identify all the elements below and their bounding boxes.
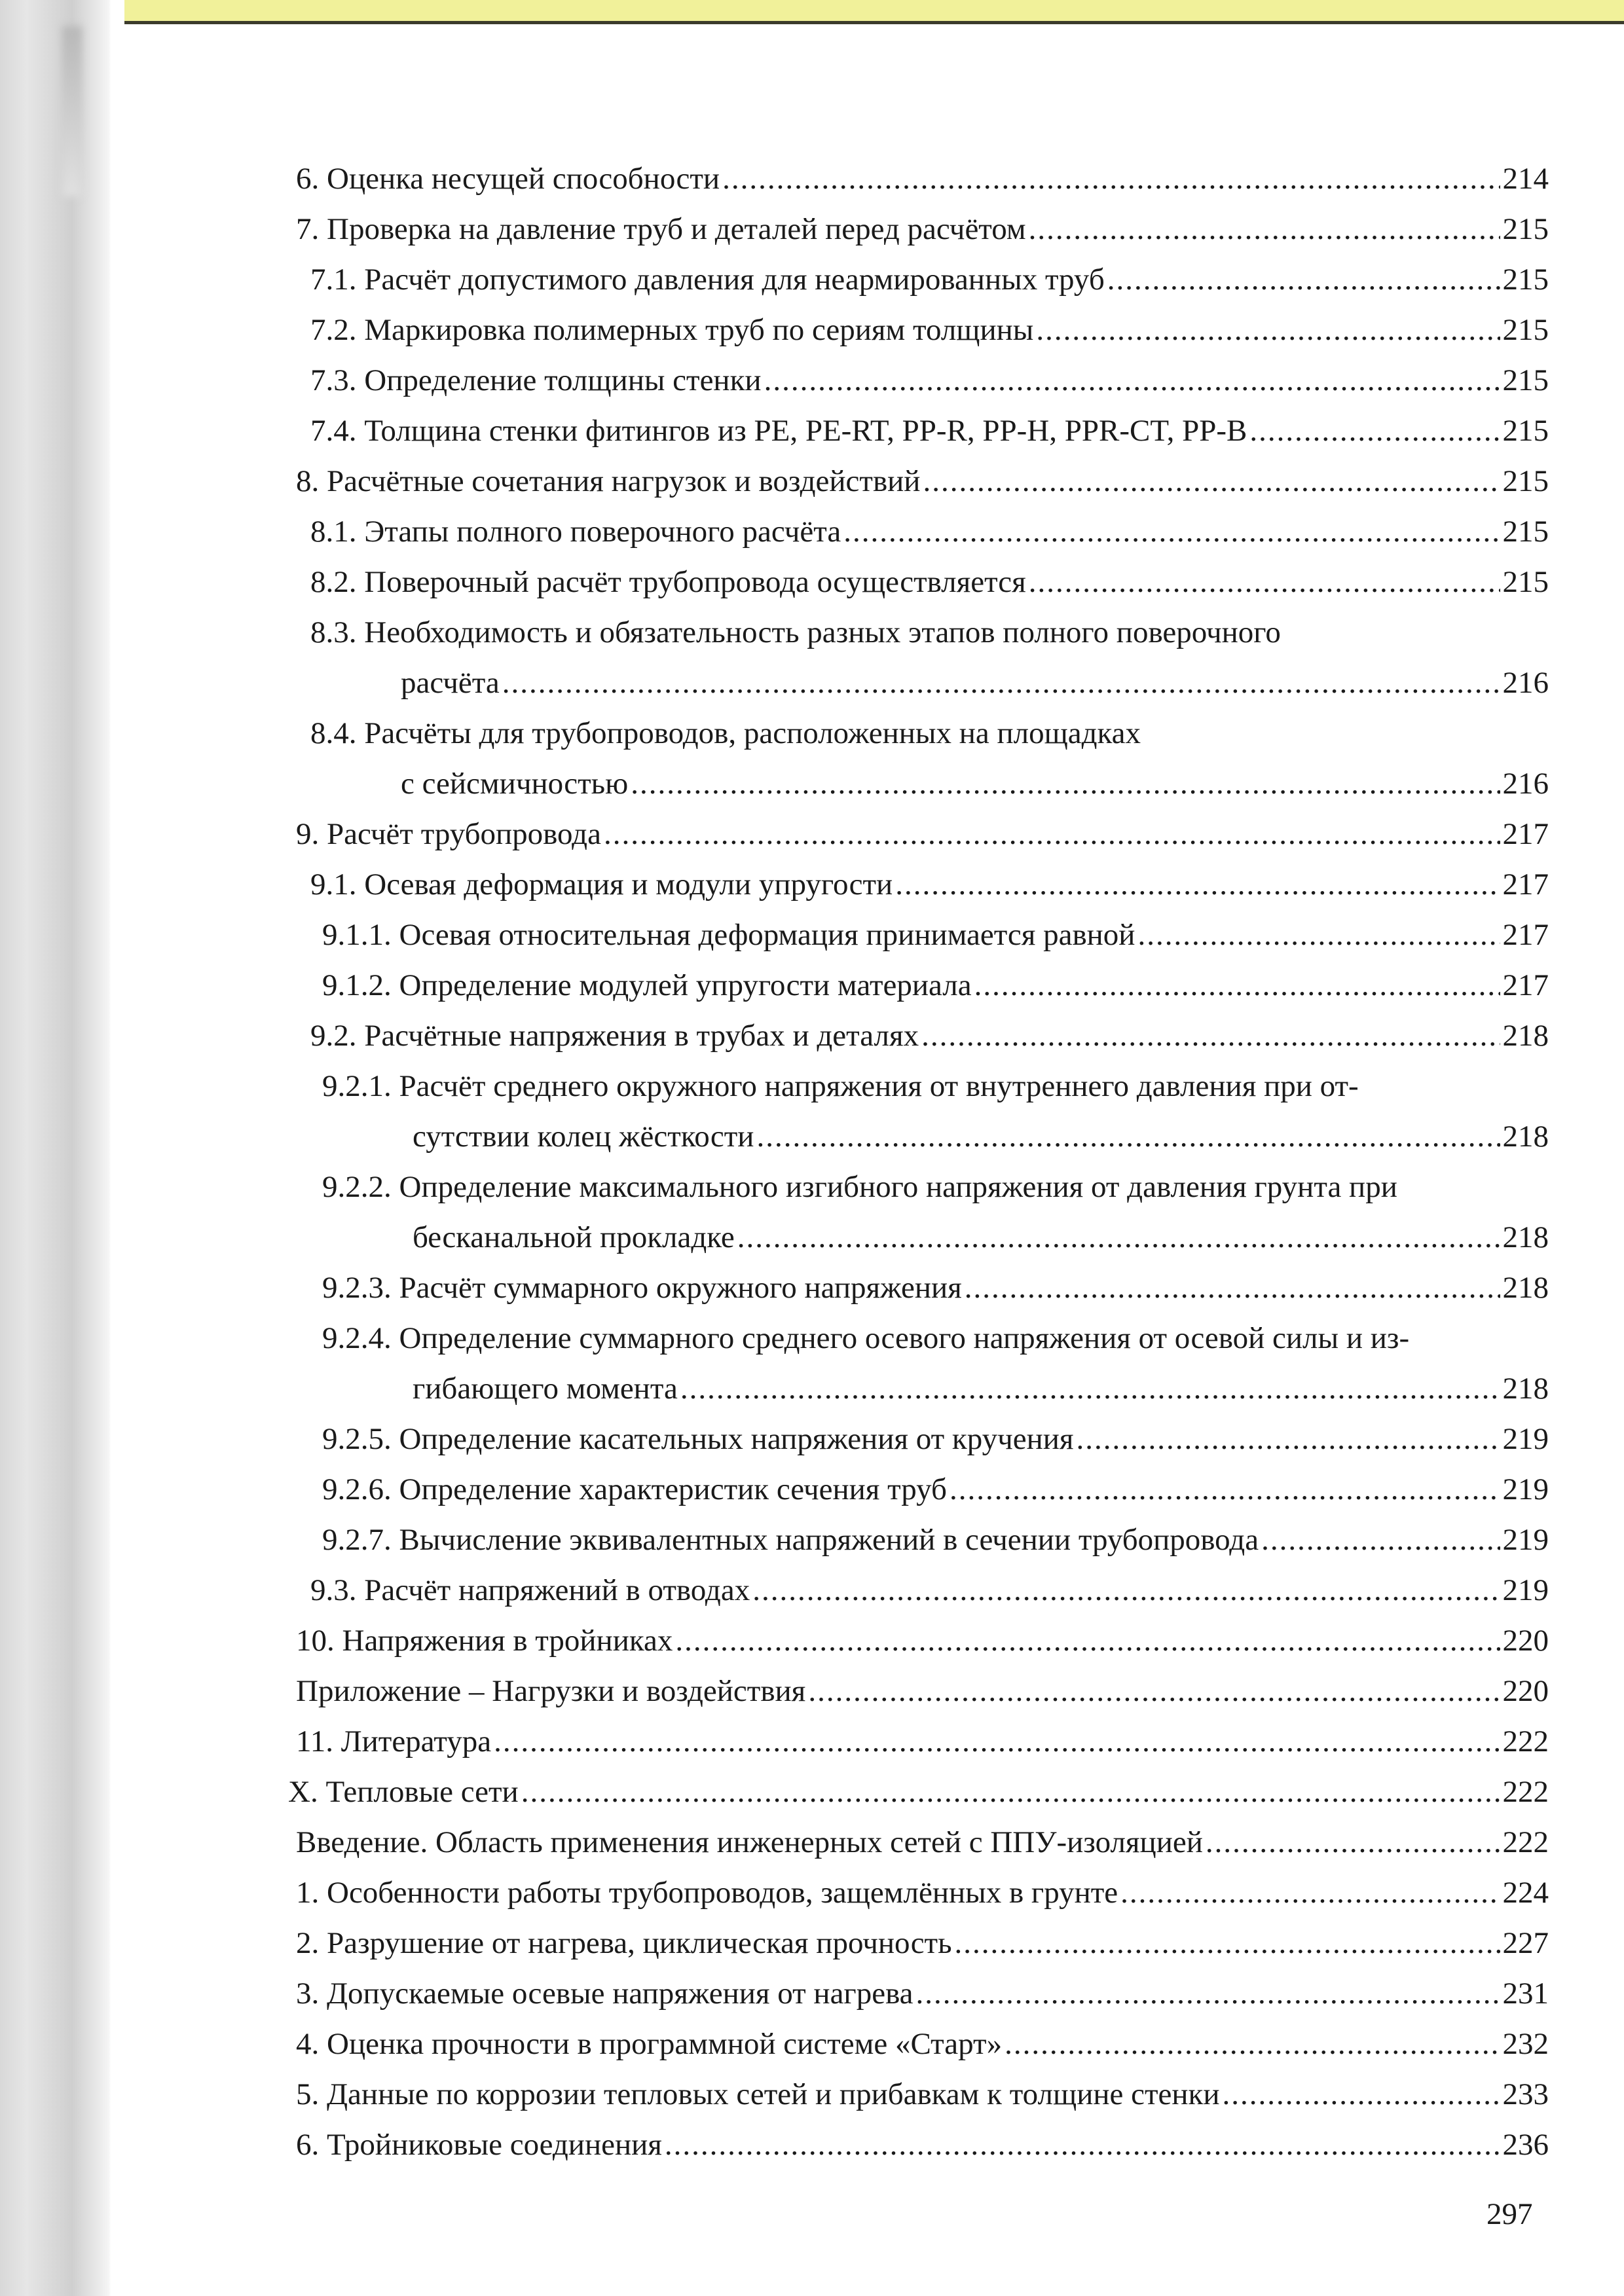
toc-page-number: 217 — [1502, 817, 1549, 851]
toc-entry[interactable] — [288, 910, 1549, 960]
toc-page-number: 218 — [1502, 1120, 1549, 1154]
toc-entry-title: 9.1.1. Осевая относительная деформация принимается равной — [322, 918, 1135, 952]
toc-entry-title: 6. Оценка несущей способности — [296, 162, 720, 196]
toc-entry[interactable] — [288, 1918, 1549, 1969]
dot-leader — [1223, 2069, 1500, 2120]
dot-leader — [1077, 1414, 1500, 1465]
toc-entry-title-continuation: с сейсмичностью — [401, 767, 629, 801]
toc-entry-title: 7.1. Расчёт допустимого давления для неармированных труб — [310, 263, 1105, 297]
dot-leader — [955, 1918, 1500, 1969]
dot-leader — [1107, 255, 1500, 305]
toc-page-number: 218 — [1502, 1271, 1549, 1305]
toc-page-number: 218 — [1502, 1019, 1549, 1053]
dot-leader — [895, 860, 1500, 910]
toc-entry-title: 11. Литература — [296, 1724, 492, 1758]
toc-page-number: 216 — [1502, 767, 1549, 801]
toc-page-number: 216 — [1502, 666, 1549, 700]
toc-entry[interactable] — [288, 1969, 1549, 2019]
toc-entry[interactable] — [288, 759, 1549, 809]
top-paper-strip — [124, 0, 1624, 24]
toc-entry-title: 8. Расчётные сочетания нагрузок и воздействий — [296, 464, 921, 498]
toc-entry-title: 9.1. Осевая деформация и модули упругости — [310, 867, 893, 902]
scan-shadow-edge — [0, 0, 111, 2296]
dot-leader — [950, 1465, 1500, 1515]
toc-page-number: 232 — [1502, 2027, 1549, 2061]
toc-entry-title: 9.2.4. Определение суммарного среднего осевого напряжения от осевой силы и из- — [322, 1321, 1410, 1355]
toc-page-number: 217 — [1502, 918, 1549, 952]
toc-entry[interactable] — [288, 1112, 1549, 1162]
toc-entry[interactable] — [288, 1414, 1549, 1465]
toc-entry[interactable] — [288, 1515, 1549, 1565]
dot-leader — [1029, 557, 1500, 608]
toc-entry-title: 9.2.7. Вычисление эквивалентных напряжений в сечении трубопровода — [322, 1523, 1259, 1557]
toc-entry-title: 9.2.5. Определение касательных напряжения от кручения — [322, 1422, 1074, 1456]
toc-page-number: 214 — [1502, 162, 1549, 196]
toc-entry[interactable] — [288, 1868, 1549, 1918]
toc-entry-heading-line — [288, 1061, 1549, 1112]
toc-page-number: 222 — [1502, 1724, 1549, 1758]
toc-entry-heading-line — [288, 708, 1549, 759]
dot-leader — [764, 355, 1500, 406]
dot-leader — [494, 1717, 1500, 1767]
toc-entry[interactable] — [288, 204, 1549, 255]
dot-leader — [1005, 2019, 1500, 2069]
dot-leader — [965, 1263, 1500, 1313]
toc-entry-title: Введение. Область применения инженерных сетей с ППУ-изоляцией — [296, 1825, 1203, 1859]
toc-entry-title: 8.2. Поверочный расчёт трубопровода осуществляется — [310, 565, 1026, 599]
toc-entry-title: 9.2.6. Определение характеристик сечения труб — [322, 1472, 947, 1506]
toc-entry-title: 9.2.2. Определение максимального изгибного напряжения от давления грунта при — [322, 1170, 1397, 1204]
toc-page-number: 215 — [1502, 212, 1549, 246]
toc-entry-title: X. Тепловые сети — [288, 1775, 519, 1809]
toc-page-number: 220 — [1502, 1674, 1549, 1708]
dot-leader — [1120, 1868, 1500, 1918]
toc-entry[interactable] — [288, 809, 1549, 860]
toc-entry-title: 8.3. Необходимость и обязательность разных этапов полного поверочного — [310, 615, 1281, 649]
toc-page-number: 222 — [1502, 1775, 1549, 1809]
toc-entry[interactable] — [288, 1465, 1549, 1515]
toc-page-number: 215 — [1502, 263, 1549, 297]
toc-page-number: 217 — [1502, 867, 1549, 902]
toc-entry[interactable] — [288, 456, 1549, 507]
toc-entry-title: 4. Оценка прочности в программной системе «Старт» — [296, 2027, 1003, 2061]
toc-page-number: 217 — [1502, 968, 1549, 1002]
dot-leader — [1137, 910, 1500, 960]
dot-leader — [843, 507, 1500, 557]
toc-page-number: 219 — [1502, 1573, 1549, 1607]
toc-entry[interactable] — [288, 658, 1549, 708]
toc-entry[interactable] — [288, 1565, 1549, 1616]
dot-leader — [921, 1011, 1500, 1061]
toc-entry[interactable] — [288, 507, 1549, 557]
toc-page-number: 219 — [1502, 1472, 1549, 1506]
dot-leader — [1206, 1817, 1500, 1868]
toc-entry-title: 7.2. Маркировка полимерных труб по сериям толщины — [310, 313, 1034, 347]
toc-page-number: 224 — [1502, 1876, 1549, 1910]
dot-leader — [502, 658, 1500, 708]
dot-leader — [752, 1565, 1500, 1616]
toc-page-number: 233 — [1502, 2077, 1549, 2111]
toc-entry[interactable] — [288, 1212, 1549, 1263]
toc-entry[interactable] — [288, 1817, 1549, 1868]
toc-page-number: 215 — [1502, 414, 1549, 448]
toc-page-number: 215 — [1502, 363, 1549, 397]
toc-entry-title-continuation: сутствии колец жёсткости — [413, 1120, 754, 1154]
toc-entry[interactable] — [288, 255, 1549, 305]
toc-entry-title: 5. Данные по коррозии тепловых сетей и прибавкам к толщине стенки — [296, 2077, 1220, 2111]
toc-entry-title: 9.2.1. Расчёт среднего окружного напряжения от внутреннего давления при от- — [322, 1069, 1359, 1103]
toc-page-number: 236 — [1502, 2128, 1549, 2162]
toc-entry-title-continuation: бесканальной прокладке — [413, 1220, 735, 1254]
page-number: 297 — [1486, 2197, 1533, 2231]
toc-entry[interactable] — [288, 860, 1549, 910]
toc-entry[interactable] — [288, 2019, 1549, 2069]
toc-page-number: 218 — [1502, 1372, 1549, 1406]
toc-entry-title: 8.4. Расчёты для трубопроводов, расположенных на площадках — [310, 716, 1141, 750]
toc-entry[interactable] — [288, 2120, 1549, 2170]
toc-entry-title: 9.3. Расчёт напряжений в отводах — [310, 1573, 750, 1607]
toc-entry[interactable] — [288, 1011, 1549, 1061]
dot-leader — [1249, 406, 1500, 456]
toc-entry[interactable] — [288, 1717, 1549, 1767]
toc-entry[interactable] — [288, 557, 1549, 608]
toc-page-number: 215 — [1502, 464, 1549, 498]
dot-leader — [808, 1666, 1500, 1717]
toc-entry-heading-line — [288, 1162, 1549, 1212]
dot-leader — [604, 809, 1500, 860]
toc-entry[interactable] — [288, 1616, 1549, 1666]
toc-page-number: 215 — [1502, 565, 1549, 599]
toc-page-number: 222 — [1502, 1825, 1549, 1859]
toc-entry-title: 7. Проверка на давление труб и деталей перед расчётом — [296, 212, 1026, 246]
toc-entry[interactable] — [288, 1666, 1549, 1717]
toc-page-number: 219 — [1502, 1523, 1549, 1557]
dot-leader — [722, 154, 1500, 204]
toc-entry-title-continuation: расчёта — [401, 666, 500, 700]
dot-leader — [916, 1969, 1500, 2019]
toc-entry-title: 1. Особенности работы трубопроводов, защемлённых в грунте — [296, 1876, 1118, 1910]
toc-entry[interactable] — [288, 960, 1549, 1011]
toc-entry[interactable] — [288, 355, 1549, 406]
dot-leader — [737, 1212, 1500, 1263]
dot-leader — [675, 1616, 1500, 1666]
dot-leader — [923, 456, 1500, 507]
toc-page-number: 231 — [1502, 1977, 1549, 2011]
toc-entry-title: 8.1. Этапы полного поверочного расчёта — [310, 515, 841, 549]
dot-leader — [756, 1112, 1500, 1162]
toc-entry[interactable] — [288, 1263, 1549, 1313]
toc-entry-title: 7.4. Толщина стенки фитингов из PE, PE-RT, PP-R, PP-H, PPR-CT, PP-B — [310, 414, 1247, 448]
dot-leader — [631, 759, 1500, 809]
toc-entry-title: Приложение – Нагрузки и воздействия — [296, 1674, 806, 1708]
dot-leader — [1261, 1515, 1500, 1565]
toc-entry[interactable] — [288, 1364, 1549, 1414]
dot-leader — [1029, 204, 1500, 255]
toc-page-number: 218 — [1502, 1220, 1549, 1254]
toc-page-number: 227 — [1502, 1926, 1549, 1960]
toc-entry-title: 7.3. Определение толщины стенки — [310, 363, 762, 397]
toc-entry[interactable] — [288, 305, 1549, 355]
toc-page-number: 219 — [1502, 1422, 1549, 1456]
toc-entry-title: 6. Тройниковые соединения — [296, 2128, 662, 2162]
toc-entry-heading-line — [288, 1313, 1549, 1364]
table-of-contents — [288, 154, 1549, 2170]
toc-entry-title: 9. Расчёт трубопровода — [296, 817, 601, 851]
toc-entry-title: 9.1.2. Определение модулей упругости материала — [322, 968, 972, 1002]
toc-entry-title: 10. Напряжения в тройниках — [296, 1624, 673, 1658]
dot-leader — [665, 2120, 1500, 2170]
toc-entry-title: 2. Разрушение от нагрева, циклическая прочность — [296, 1926, 952, 1960]
toc-entry[interactable] — [288, 154, 1549, 204]
toc-entry[interactable] — [288, 406, 1549, 456]
toc-entry[interactable] — [288, 1767, 1549, 1817]
dot-leader — [1036, 305, 1500, 355]
toc-page-number: 215 — [1502, 313, 1549, 347]
toc-entry-title-continuation: гибающего момента — [413, 1372, 678, 1406]
toc-entry-title: 9.2.3. Расчёт суммарного окружного напряжения — [322, 1271, 962, 1305]
toc-entry-heading-line — [288, 608, 1549, 658]
toc-entry-title: 3. Допускаемые осевые напряжения от нагрева — [296, 1977, 913, 2011]
dot-leader — [974, 960, 1500, 1011]
toc-page-number: 215 — [1502, 515, 1549, 549]
toc-entry-title: 9.2. Расчётные напряжения в трубах и деталях — [310, 1019, 919, 1053]
dot-leader — [521, 1767, 1500, 1817]
toc-page-number: 220 — [1502, 1624, 1549, 1658]
dot-leader — [680, 1364, 1500, 1414]
toc-entry[interactable] — [288, 2069, 1549, 2120]
